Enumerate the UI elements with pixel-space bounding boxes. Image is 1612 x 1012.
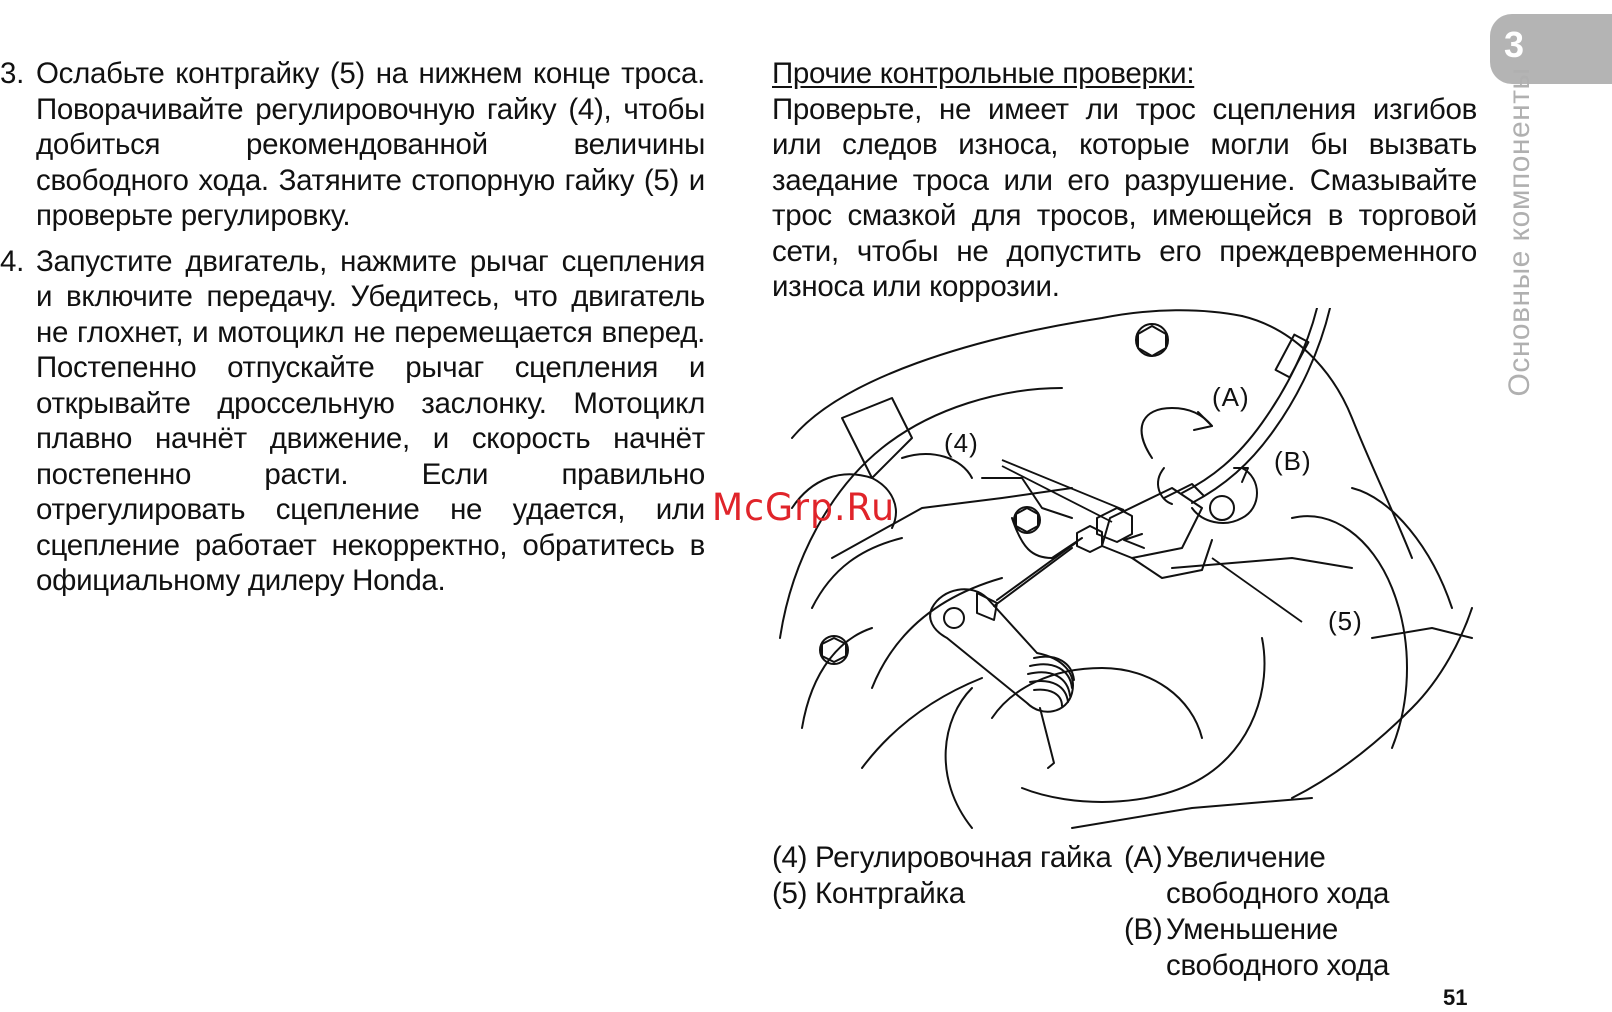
step-4 [0,244,705,599]
caption-4: (4) Регулировочная гайка [772,841,1112,874]
label-b: (B) [1274,446,1312,476]
other-checks-section [772,56,1477,305]
caption-a-key: (A) [1124,841,1163,874]
step-3 [0,56,705,234]
caption-a-line1: Увеличение [1166,841,1326,874]
chapter-title: Основные компоненты [1503,67,1536,397]
steps-column [0,56,705,609]
other-checks-text: Проверьте, не имеет ли трос сцепления изгибов или следов износа, которые могли бы вызвать заедание троса или его разрушение. Смазывайте трос смазкой для тросов, имеющейся в торговой сети, чтобы не допустить его преждевременного износа или коррозии. [772,92,1477,303]
label-5: (5) [1328,606,1363,636]
page-number: 51 [1443,985,1468,1010]
step-number: 3. [0,57,25,90]
caption-b-line1: Уменьшение [1166,913,1339,946]
step-text: Запустите двигатель, нажмите рычаг сцепления и включите передачу. Убедитесь, что двигатель не глохнет, и мотоцикл не перемещается вперед. Постепенно отпускайте рычаг сцепления и открывайте дроссельную заслонку. Мотоцикл плавно начнёт движение, и скорость начнёт постепенно расти. Если правильно отрегулировать сцепление не удается, или сцепление работает некорректно, обратитесь в официальному дилеру Honda. [36,244,705,597]
watermark: McGrp.Ru [711,486,896,529]
clutch-cable-illustration [772,308,1488,842]
label-4: (4) [944,428,979,458]
step-text: Ослабьте контргайку (5) на нижнем конце троса. Поворачивайте регулировочную гайку (4), чтобы добиться рекомендованной величины свободного хода. Затяните стопорную гайку (5) и проверьте регулировку. [36,57,705,232]
caption-5: (5) Контргайка [772,877,965,910]
caption-a-line2: свободного хода [1166,877,1390,910]
label-a: (A) [1212,382,1250,412]
chapter-number: 3 [1504,24,1525,65]
illustration-svg [772,308,1488,842]
step-number: 4. [0,244,25,278]
caption-b-line2: свободного хода [1166,949,1390,982]
other-checks-heading: Прочие контрольные проверки: [772,57,1195,90]
caption-b-key: (B) [1124,913,1163,946]
